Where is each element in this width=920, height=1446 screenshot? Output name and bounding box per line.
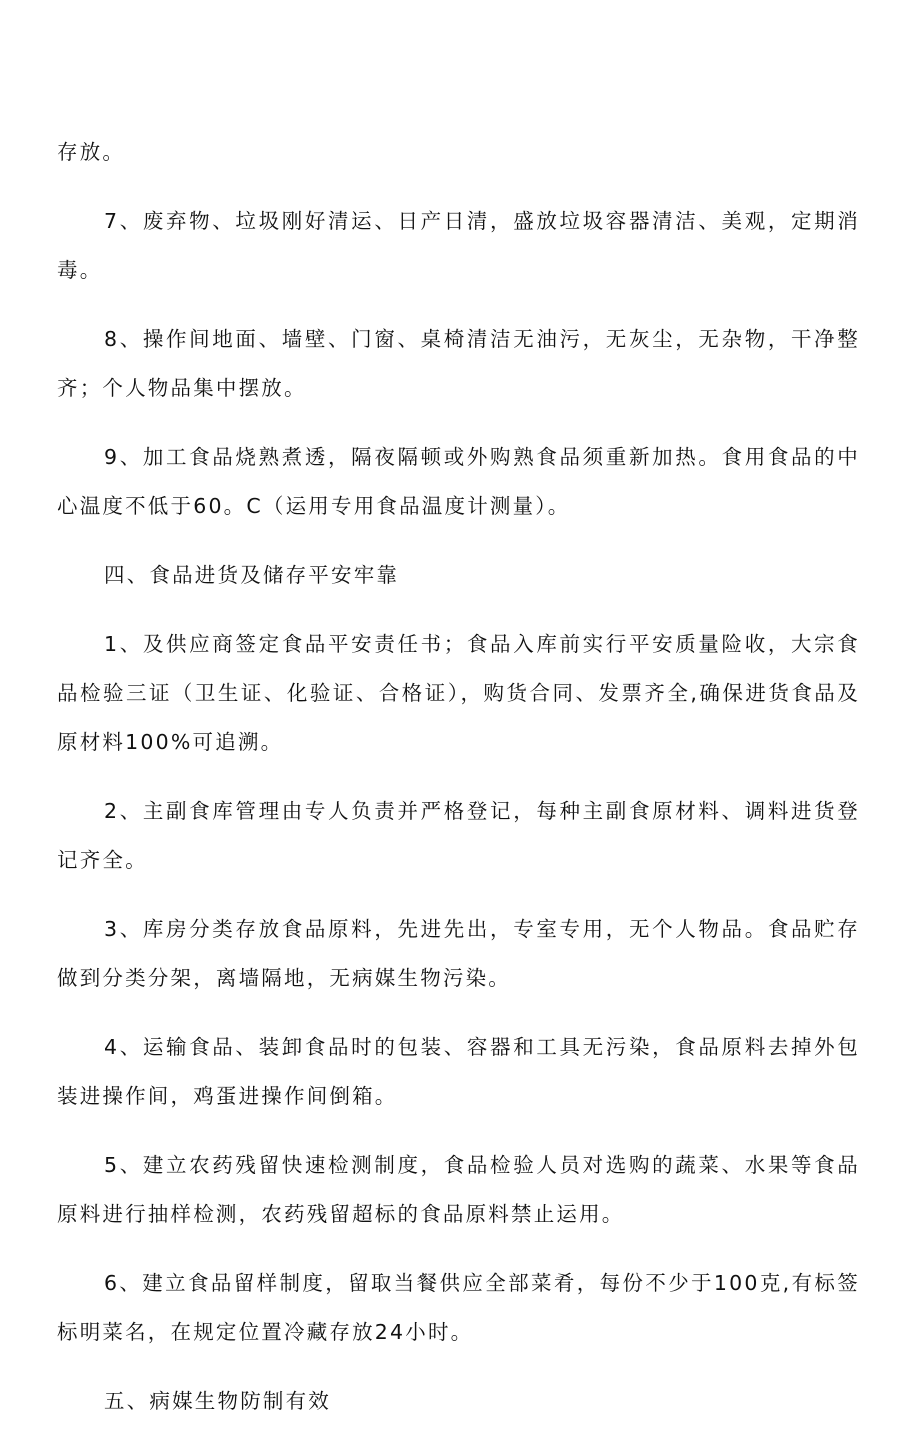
paragraph-item-6: 6、建立食品留样制度，留取当餐供应全部菜肴，每份不少于100克,有标签标明菜名，在规定位置冷藏存放24小时。 bbox=[57, 1271, 860, 1344]
document-body bbox=[57, 128, 860, 1446]
section-heading-4: 四、食品进货及储存平安牢靠 bbox=[104, 563, 400, 587]
paragraph-item-1: 1、及供应商签定食品平安责任书；食品入库前实行平安质量险收，大宗食品检验三证（卫生证、化验证、合格证），购货合同、发票齐全,确保进货食品及原材料100%可追溯。 bbox=[57, 632, 860, 754]
paragraph-item-2: 2、主副食库管理由专人负责并严格登记，每种主副食原材料、调料进货登记齐全。 bbox=[57, 799, 860, 872]
paragraph-continuation: 存放。 bbox=[57, 140, 126, 164]
paragraph-item-9: 9、加工食品烧熟煮透，隔夜隔顿或外购熟食品须重新加热。食用食品的中心温度不低于60。C（运用专用食品温度计测量）。 bbox=[57, 445, 860, 518]
paragraph-item-7: 7、废弃物、垃圾刚好清运、日产日清，盛放垃圾容器清洁、美观，定期消毒。 bbox=[57, 209, 860, 282]
paragraph-item-5: 5、建立农药残留快速检测制度，食品检验人员对选购的蔬菜、水果等食品原料进行抽样检测，农药残留超标的食品原料禁止运用。 bbox=[57, 1153, 860, 1226]
paragraph-item-3: 3、库房分类存放食品原料，先进先出，专室专用，无个人物品。食品贮存做到分类分架，离墙隔地，无病媒生物污染。 bbox=[57, 917, 860, 990]
section-heading-5: 五、病媒生物防制有效 bbox=[104, 1389, 331, 1413]
paragraph-item-4: 4、运输食品、装卸食品时的包装、容器和工具无污染，食品原料去掉外包装进操作间，鸡蛋进操作间倒箱。 bbox=[57, 1035, 860, 1108]
paragraph-item-8: 8、操作间地面、墙壁、门窗、桌椅清洁无油污，无灰尘，无杂物，干净整齐；个人物品集中摆放。 bbox=[57, 327, 860, 400]
